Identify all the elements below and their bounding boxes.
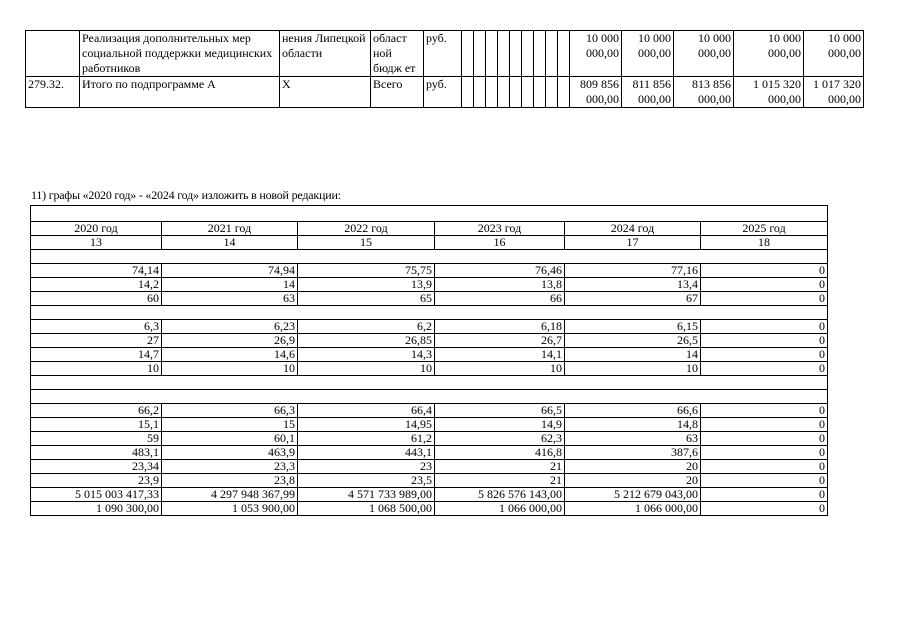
value-cell: 0 (701, 264, 828, 278)
table-row (31, 348, 828, 362)
value-cell: 14 (162, 278, 298, 292)
empty-cell (510, 77, 522, 108)
table-row (31, 488, 828, 502)
value-cell: 0 (701, 292, 828, 306)
value-cell: 1 066 000,00 (435, 502, 565, 516)
value-cell: 66,5 (435, 404, 565, 418)
value-cell: 63 (565, 432, 701, 446)
executor-cell: нения Липецкой области (280, 31, 371, 77)
value-cell: 15 (162, 418, 298, 432)
table-row (31, 432, 828, 446)
value-cell: 14,95 (298, 418, 435, 432)
value-cell: 66,2 (31, 404, 162, 418)
value-cell: 66,4 (298, 404, 435, 418)
value-cell: 0 (701, 502, 828, 516)
value-cell: 6,18 (435, 320, 565, 334)
value-cell: 60,1 (162, 432, 298, 446)
value-cell: 15,1 (31, 418, 162, 432)
value-cell: 6,23 (162, 320, 298, 334)
row-number-cell (26, 31, 80, 77)
empty-cell (31, 376, 828, 390)
value-cell: 26,5 (565, 334, 701, 348)
value-cell: 23,3 (162, 460, 298, 474)
column-number-cell: 17 (565, 236, 701, 250)
empty-cell (522, 77, 534, 108)
value-cell: 67 (565, 292, 701, 306)
top-table-row (26, 77, 864, 108)
value-cell: 5 212 679 043,00 (565, 488, 701, 502)
empty-cell (31, 390, 828, 404)
value-cell: 0 (701, 432, 828, 446)
empty-cell (486, 77, 498, 108)
value-cell: 62,3 (435, 432, 565, 446)
value-cell: 26,85 (298, 334, 435, 348)
empty-cell (462, 77, 474, 108)
value-cell: 483,1 (31, 446, 162, 460)
value-cell: 0 (701, 404, 828, 418)
value-cell: 20 (565, 474, 701, 488)
empty-cell (510, 31, 522, 77)
value-cell: 65 (298, 292, 435, 306)
value-cell: 14,7 (31, 348, 162, 362)
year-header-cell: 2021 год (162, 222, 298, 236)
unit-cell: руб. (424, 31, 462, 77)
funding-source-cell: Всего (371, 77, 424, 108)
column-number-row (31, 236, 828, 250)
value-cell: 23,9 (31, 474, 162, 488)
value-cell: 26,7 (435, 334, 565, 348)
amount-cell: 809 856 000,00 (570, 77, 622, 108)
value-cell: 59 (31, 432, 162, 446)
empty-cell (498, 77, 510, 108)
amount-cell: 10 000 000,00 (674, 31, 734, 77)
table-row (31, 460, 828, 474)
value-cell: 23,8 (162, 474, 298, 488)
amount-cell: 10 000 000,00 (622, 31, 674, 77)
value-cell: 21 (435, 460, 565, 474)
empty-cell (558, 77, 570, 108)
value-cell: 0 (701, 474, 828, 488)
empty-cell (462, 31, 474, 77)
amendment-caption: 11) графы «2020 год» - «2024 год» изложить в новой редакции: (31, 188, 341, 202)
year-header-cell: 2023 год (435, 222, 565, 236)
section-row (31, 390, 828, 404)
value-cell: 463,9 (162, 446, 298, 460)
value-cell: 4 571 733 989,00 (298, 488, 435, 502)
table-row (31, 446, 828, 460)
table-row (31, 362, 828, 376)
value-cell: 14,1 (435, 348, 565, 362)
table-row (31, 320, 828, 334)
column-number-cell: 13 (31, 236, 162, 250)
value-cell: 21 (435, 474, 565, 488)
top-table-row (26, 31, 864, 77)
empty-cell (31, 206, 828, 222)
value-cell: 0 (701, 460, 828, 474)
value-cell: 66,3 (162, 404, 298, 418)
column-number-cell: 14 (162, 236, 298, 250)
value-cell: 13,9 (298, 278, 435, 292)
value-cell: 416,8 (435, 446, 565, 460)
value-cell: 77,16 (565, 264, 701, 278)
amount-cell: 10 000 000,00 (734, 31, 804, 77)
empty-cell (474, 31, 486, 77)
empty-cell (486, 31, 498, 77)
empty-cell (31, 250, 828, 264)
value-cell: 20 (565, 460, 701, 474)
table-row (31, 278, 828, 292)
value-cell: 27 (31, 334, 162, 348)
value-cell: 6,2 (298, 320, 435, 334)
amount-cell: 1 017 320 000,00 (804, 77, 864, 108)
table-row (31, 264, 828, 278)
value-cell: 10 (565, 362, 701, 376)
column-number-cell: 15 (298, 236, 435, 250)
amount-cell: 813 856 000,00 (674, 77, 734, 108)
amount-cell: 10 000 000,00 (570, 31, 622, 77)
value-cell: 0 (701, 320, 828, 334)
value-cell: 10 (298, 362, 435, 376)
value-cell: 23 (298, 460, 435, 474)
table-row (31, 502, 828, 516)
value-cell: 74,94 (162, 264, 298, 278)
value-cell: 5 015 003 417,33 (31, 488, 162, 502)
empty-cell (558, 31, 570, 77)
value-cell: 14,3 (298, 348, 435, 362)
amount-cell: 1 015 320 000,00 (734, 77, 804, 108)
value-cell: 0 (701, 348, 828, 362)
value-cell: 1 090 300,00 (31, 502, 162, 516)
value-cell: 1 053 900,00 (162, 502, 298, 516)
empty-cell (546, 31, 558, 77)
table-row (31, 474, 828, 488)
executor-cell: Х (280, 77, 371, 108)
value-cell: 5 826 576 143,00 (435, 488, 565, 502)
value-cell: 76,46 (435, 264, 565, 278)
funding-source-cell: област ной бюдж ет (371, 31, 424, 77)
value-cell: 0 (701, 418, 828, 432)
value-cell: 0 (701, 362, 828, 376)
section-row (31, 250, 828, 264)
value-cell: 61,2 (298, 432, 435, 446)
value-cell: 13,4 (565, 278, 701, 292)
value-cell: 14,2 (31, 278, 162, 292)
value-cell: 1 066 000,00 (565, 502, 701, 516)
column-number-cell: 18 (701, 236, 828, 250)
program-name-cell: Реализация дополнительных мер социальной поддержки медицинских работников (80, 31, 280, 77)
value-cell: 75,75 (298, 264, 435, 278)
unit-cell: руб. (424, 77, 462, 108)
value-cell: 60 (31, 292, 162, 306)
empty-cell (546, 77, 558, 108)
year-header-cell: 2022 год (298, 222, 435, 236)
table-row (31, 292, 828, 306)
years-table (30, 205, 828, 516)
value-cell: 0 (701, 334, 828, 348)
value-cell: 387,6 (565, 446, 701, 460)
value-cell: 63 (162, 292, 298, 306)
amount-cell: 10 000 000,00 (804, 31, 864, 77)
table-top-row (31, 206, 828, 222)
year-header-row (31, 222, 828, 236)
value-cell: 66,6 (565, 404, 701, 418)
value-cell: 14,9 (435, 418, 565, 432)
value-cell: 14,6 (162, 348, 298, 362)
empty-cell (31, 306, 828, 320)
value-cell: 13,8 (435, 278, 565, 292)
value-cell: 26,9 (162, 334, 298, 348)
empty-cell (534, 77, 546, 108)
value-cell: 23,5 (298, 474, 435, 488)
section-row (31, 306, 828, 320)
value-cell: 10 (162, 362, 298, 376)
year-header-cell: 2020 год (31, 222, 162, 236)
value-cell: 74,14 (31, 264, 162, 278)
value-cell: 0 (701, 278, 828, 292)
value-cell: 6,3 (31, 320, 162, 334)
row-number-cell: 279.32. (26, 77, 80, 108)
value-cell: 14,8 (565, 418, 701, 432)
empty-cell (522, 31, 534, 77)
value-cell: 10 (31, 362, 162, 376)
value-cell: 6,15 (565, 320, 701, 334)
column-number-cell: 16 (435, 236, 565, 250)
program-name-cell: Итого по подпрограмме А (80, 77, 280, 108)
value-cell: 1 068 500,00 (298, 502, 435, 516)
year-header-cell: 2024 год (565, 222, 701, 236)
value-cell: 0 (701, 488, 828, 502)
value-cell: 23,34 (31, 460, 162, 474)
table-row (31, 404, 828, 418)
table-row (31, 334, 828, 348)
value-cell: 4 297 948 367,99 (162, 488, 298, 502)
year-header-cell: 2025 год (701, 222, 828, 236)
section-row (31, 376, 828, 390)
top-table (25, 30, 864, 108)
empty-cell (498, 31, 510, 77)
empty-cell (534, 31, 546, 77)
value-cell: 66 (435, 292, 565, 306)
value-cell: 14 (565, 348, 701, 362)
value-cell: 0 (701, 446, 828, 460)
value-cell: 10 (435, 362, 565, 376)
table-row (31, 418, 828, 432)
amount-cell: 811 856 000,00 (622, 77, 674, 108)
empty-cell (474, 77, 486, 108)
value-cell: 443,1 (298, 446, 435, 460)
